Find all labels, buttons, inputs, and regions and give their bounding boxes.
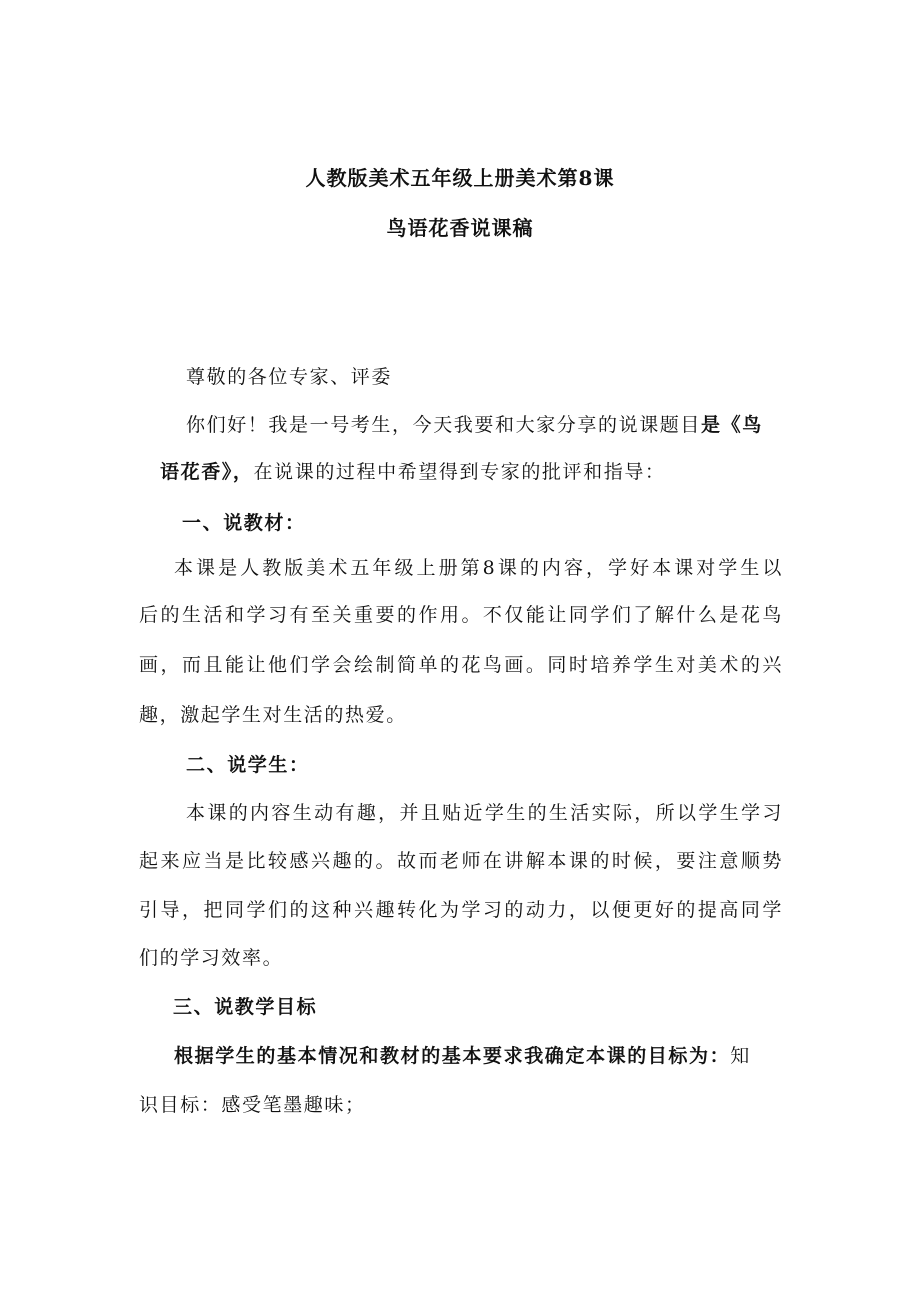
intro-line-1 <box>186 410 763 440</box>
paragraph-line: 后的生活和学习有至关重要的作用。不仅能让同学们了解什么是花鸟 <box>139 604 783 626</box>
objectives-line-2: 识目标：感受笔墨趣味； <box>139 1094 366 1116</box>
section-heading-objectives: 三、说教学目标 <box>173 996 318 1018</box>
document-subtitle: 鸟语花香说课稿 <box>386 216 534 240</box>
paragraph-line: 们的学习效率。 <box>139 947 284 969</box>
objectives-intro: 根据学生的基本情况和教材的基本要求我确定本课的目标为： <box>174 1045 731 1067</box>
paragraph-line: 本课是人教版美术五年级上册第8课的内容，学好本课对学生以 <box>174 557 783 579</box>
intro-text-cont: 在说课的过程中希望得到专家的批评和指导： <box>253 461 666 483</box>
section-heading-textbook: 一、说教材： <box>182 512 306 534</box>
objectives-line-1 <box>174 1041 751 1071</box>
paragraph-line: 引导，把同学们的这种兴趣转化为学习的动力，以便更好的提高同学 <box>139 899 783 921</box>
intro-topic-start: 是《鸟 <box>701 414 763 436</box>
intro-text: 你们好！我是一号考生，今天我要和大家分享的说课题目 <box>186 414 702 436</box>
document-title: 人教版美术五年级上册美术第8课 <box>305 166 615 190</box>
objectives-intro-cont: 知 <box>730 1045 751 1067</box>
paragraph-line: 趣，激起学生对生活的热爱。 <box>139 704 407 726</box>
paragraph-line: 起来应当是比较感兴趣的。故而老师在讲解本课的时候，要注意顺势 <box>139 850 783 872</box>
paragraph-line: 本课的内容生动有趣，并且贴近学生的生活实际，所以学生学习 <box>186 802 783 824</box>
intro-line-2 <box>160 457 666 487</box>
paragraph-line: 画，而且能让他们学会绘制简单的花鸟画。同时培养学生对美术的兴 <box>139 654 783 676</box>
intro-topic-end: 语花香》， <box>160 461 254 483</box>
greeting-line: 尊敬的各位专家、评委 <box>186 366 393 388</box>
section-heading-students: 二、说学生： <box>186 754 310 776</box>
